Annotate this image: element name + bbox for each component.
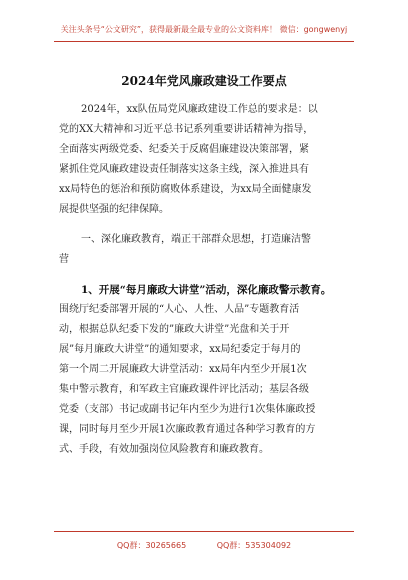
footer-divider [54,531,354,532]
intro-paragraph [59,100,351,220]
paragraph-line: 2024年，xx队伍局党风廉政建设工作总的要求是：以 [81,104,318,115]
paragraph-line: 展提供坚强的纪律保障。 [59,204,169,215]
subsection-1 [59,280,351,460]
paragraph-line: 紧抓住党风廉政建设责任制落实这条主线，深入推进具有 [59,164,309,175]
paragraph-line: 课，同时每月至少开展1次廉政教育通过各种学习教育的方 [59,424,316,435]
section-heading-1 [59,230,351,270]
subsection-heading: 1、开展“每月廉政大讲堂”活动，深化廉政警示教育。 [81,284,332,296]
section-heading-line: 一、深化廉政教育，端正干部群众思想，打造廉洁警 [81,234,311,245]
document-title: 2024年党风廉政建设工作要点 [121,74,287,88]
footer-qq-group-2: QQ群：535304092 [216,541,292,550]
paragraph-line: 式、手段，有效加强岗位风险教育和廉政教育。 [59,444,269,455]
footer-qq-group-1: QQ群：30265665 [116,541,187,550]
paragraph-line: 动，根据总队纪委下发的”廉政大讲堂”光盘和关于开 [59,324,290,335]
section-heading-line: 营 [59,254,69,265]
header-banner: 关注头条号“公文研究”，获得最新最全最专业的公文资料库！ 微信：gongwenyj [60,25,348,34]
document-body [59,100,351,460]
footer [0,540,408,551]
paragraph-line: 党的XX大精神和习近平总书记系列重要讲话精神为指导， [59,124,314,135]
paragraph-line: 围绕厅纪委部署开展的“人心、人性、人品”专题教育活 [59,304,300,315]
paragraph-line: 全面落实两级党委、纪委关于反腐倡廉建设决策部署，紧 [59,144,309,155]
paragraph-line: 集中警示教育，和军政主官廉政课件评比活动；基层各级 [59,384,309,395]
paragraph-line: 党委（支部）书记或副书记年内至少为进行1次集体廉政授 [59,404,316,415]
paragraph-line: 展”每月廉政大讲堂”的通知要求，xx局纪委定于每月的 [59,344,301,355]
paragraph-line: 第一个周二开展廉政大讲堂活动：xx局年内至少开展1次 [59,364,307,375]
paragraph-line: xx局特色的惩治和预防腐败体系建设，为xx局全面健康发 [59,184,312,195]
header-divider [54,41,354,42]
